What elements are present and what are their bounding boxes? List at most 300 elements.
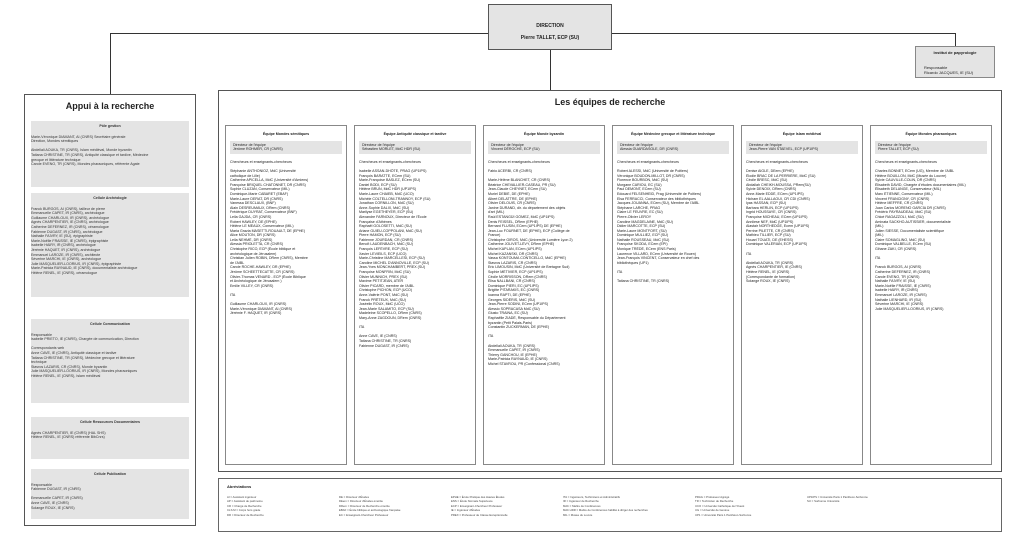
member-line: Hicham EL AALLAOUI, CR CDI (CNRS) [746,196,810,201]
member-line: Nathalie FAIVRY, IE (SU) [875,279,916,284]
direction-box [488,4,612,50]
direction-title: DIRECTION [536,23,564,29]
member-line: Abdellali AOUKA, TR (CNRS) [488,343,536,348]
member-line: archéologique de Jérusalem) [230,251,277,256]
member-line: Michel STAVROU, PR (Confessional (CNRS) [488,361,560,366]
member-line: Hélène BRUN, MdC HDR (UP1IPS) [359,187,417,192]
team-members [230,160,342,316]
member-line: ITA [617,270,623,275]
member-line: Robert HAWLEY, DE (EPHE) [230,219,277,224]
member-line: Christophe RICO, ECP (École biblique et [230,247,296,252]
member-line: Brigitte PITARAKIS, EC (CNRS) [488,288,540,293]
member-line: de l'AIBL [230,260,245,265]
member-line: Jean-Yves MONCHAMBERT, PREX (SU) [359,265,426,270]
member-line: Frédéric PAYRAUDEAU, MdC (SU) [875,210,932,215]
member-line: Ioanna RAPTI, DE (EPHE) [488,293,531,297]
legend-entry: CR = Chargé de Recherche [227,503,262,508]
member-line: Jérôme SCHEETTECATTE, CR (CNRS) [230,270,295,275]
member-line: Marc ÉTIENNE, Conservateur (MIL) [875,191,933,196]
cell-lines [31,333,189,379]
member-line: Emmanuelle CAPET, IR (CNRS) [31,496,83,501]
member-line: Florence BOURBON, MdC (SU) [617,178,669,183]
legend-title: Abréviations [227,484,252,489]
member-line: Julie MASQUELIER-LOORIUS, IR (CNRS), Mondes pharaoniques [31,369,138,374]
member-line: Tatiana CHRISTINE, TR (CNRS) [617,279,670,284]
member-line: Emmanuel LAROZE, IR (CNRS), architecte [31,252,101,257]
member-line: Catherine JOLIVET-LÉVY, DRem (EPHE) [488,242,555,247]
member-line: Tatiana CHRISTINE, TR (CNRS), Médecine grecque et littérature [31,355,135,360]
legend-entry: UP1IPS = Université Paris 1 Panthéon-Sorbonne [807,495,868,499]
director-line: Directeur de l'équipe [362,142,395,147]
member-line: (MIL) [875,224,884,229]
member-line: Alastair NORTHEDGE, Ecem (UP1IPS) [746,224,810,229]
legend-entry: DE = Directeur d'Études [339,495,369,499]
member-line: d'art (MIL) [488,210,505,215]
team-mondes-pharaoniques [870,125,992,465]
member-line: Juan Carlos MORENO GARCÍA DR (CNRS) [875,205,946,210]
legend-entry: DR = Directeur de Recherche [227,512,264,517]
legend-entry: PREX = Professeur de Classe Exceptionnelle [451,512,508,517]
director-line: Directeur de l'équipe [620,142,653,147]
papyrologie-box [915,46,995,78]
member-line: Sylvie DENOIX, DRem (CNRS) [746,187,797,192]
legend-entry: MIL = Musée du Louvre [563,512,593,517]
member-line: Isabelle PRIETO, IE (CNRS), Chargée de communication, Direction [31,337,139,342]
director-line: Directeur de l'équipe [491,142,524,147]
team-title: Équipe Mondes pharaoniques [905,132,957,136]
team-members [875,160,987,312]
member-line: Christophe PICHON, ECP (UCO) [359,288,413,293]
member-line: Christian Julien ROBIN, DRem (CNRS), Membre [230,256,308,261]
legend-entry: IE = Ingénieur d'Études [451,508,481,513]
member-line: Vassa KONTOUMA CONTICELLO, MdC (EPHE) [488,256,566,261]
member-line: Dominique PIERI, EC (UP1IPS) [488,283,539,288]
cell-title: Cellule Communication [90,322,130,326]
director-line: Alessia GUARDASOLE, DR (CNRS) [620,147,679,152]
member-line: Marie-Laure CHAIEB, MdC (UCO) [359,191,414,196]
member-line: Franck BURGOS, AI (CNRS) [875,265,922,270]
member-line: Giusto TRAINA, EC (SU) [488,311,528,316]
member-line: Française d'Athènes [359,219,392,224]
team-director [488,141,600,154]
member-line: Bernard FLUSIN, ECem (UP1IPS) DE (EPHE) [488,224,562,229]
member-line: Nathalie ROUSSEAU, MdC (SU) [617,237,670,242]
member-line: Marie-Laure MONTFORT, (SU) [617,228,667,233]
member-line: Vincent FRANCIGNY, CR (CNRS) [875,196,930,201]
legend-entry: EBAF = École biblique et archéologique française [339,508,401,513]
member-line: Charles BONNET, ECem (UG), Membre de l'AIBL [875,168,955,173]
team-director [875,141,987,154]
member-line: Hélène RENEL, IE (CNRS) [746,270,790,275]
connector-direction-left [110,33,488,34]
member-line: Elsa FERRACCI, Conservateur des bibliothèques [617,196,696,201]
legend-entry: UP1 = Université Paris 1 Panthéon-Sorbonne [695,512,752,517]
member-line: Ariane GUIEU-COPPOLANI, MdC (SU) [359,228,422,233]
member-line: Edouard FELSENHEID, Prag (Université de Poitiers) [617,191,702,196]
member-line: Michel KAZANSKI, DR (CNRS) [488,251,538,256]
member-line: Leila GAJDA, CR (CNRS) [230,214,272,219]
member-line: Olivier MUNNICH, PREX (SU) [359,274,408,279]
member-line: Jérémie HAQUET, IR (CNRS), archéologue [31,247,101,252]
cell-publication [31,469,189,519]
member-line: Véronique BOUDON-MILLOT, DR (CNRS) [617,173,685,178]
member-line: Anne CAVE, IE (CNRS), Antiquité classique et tardive [31,350,117,355]
member-line: François BARATTE, ECem (SU) [359,173,411,178]
member-line: Jérémie F. HAQUET, IR (CNRS) [230,311,282,316]
member-line: Correspondants web [31,346,65,351]
member-line: Alice MOUTON, DR (CNRS) [230,233,276,238]
member-line: Chloé RAGAZZOLI, MdC (SU) [875,214,924,219]
team-director [617,141,729,154]
legend-entry: ITA = Ingénieurs, Techniciens et Administratifs [563,495,620,499]
cell-ressources-documentaires [31,417,189,459]
member-line: Sylvie CAUVILLE-COLIN, DR (CNRS) [875,178,936,183]
member-line: Anne CAVE, IE (CNRS) [359,334,397,339]
member-line: Béatrice CHEVALLIER-CASEAU, PR (SU) [488,182,556,187]
team-members [746,160,858,284]
member-line: Élodie BRAC DE LA PERRIÈRE, MdC (SU) [746,173,816,178]
team-director [230,141,342,154]
member-line: Chercheurs et enseignants-chercheurs [746,159,808,164]
equipes-title: Les équipes de recherche [554,97,666,107]
legend-column [227,495,264,517]
legend-column [807,495,868,504]
member-line: ITA [875,256,881,261]
member-line: Barbara HERLIN, ECP (UP1IPS) [746,205,799,210]
member-line: Mary-Anne ZAGDOUN, DRem (CNRS) [359,315,422,320]
legend-entry: ECP = Enseignant-Chercheur Professeur [451,503,503,508]
member-line: Michèle COLTELLONI-TRANNOY, ECP (SU) [359,196,431,201]
member-line: Dominique MULLIEZ, ECP (SU) [617,233,669,238]
papyrologie-line: Ricardo JACQUES, IE (SU) [924,70,974,75]
member-line: Emmanuel LAROZE, IR (CNRS) [875,293,927,297]
director-line: Directeur de l'équipe [749,142,782,147]
member-line: Hélène RENEL, IE (CNRS), Islam médiéval [31,373,101,378]
member-line: Stéphane LARCHE, PRAG [617,205,661,210]
connector-direction-right [612,33,955,34]
member-line: ITA [359,325,365,330]
member-line: François LEFÈVRE, ECP (SU) [359,247,408,252]
papyrologie-title: Institut de papyrologie [933,50,977,55]
member-line: Isabelle HAIRY, IR (CNRS) [875,288,919,293]
member-line: Frédérique DUYRAT, Conservateur (BNF) [230,210,297,215]
legend-entry: UCO = Université Catholique de l'Ouest [695,503,745,508]
cell-lines [31,135,189,167]
team-title: Équipe Médecine grecque et littérature technique [630,132,716,136]
member-line: Agnès CHARPENTIER, IE (CNRS) [746,265,802,270]
team-medecine-grecque [612,125,734,465]
member-line: Annliese NEF, MdC (UP1IPS) [746,219,794,224]
member-line: Catherine DEFERNEZ, IR (CNRS), céramologue [31,224,109,229]
member-line: bibliothèques (UP1) [617,260,649,265]
legend-entry: AI = Assistant ingénieur [227,495,257,499]
director-line: Jean-Pierre VAN STAEVEL, ECP (UP1IPS) [749,147,819,152]
member-line: Xavier LEVIEILS, ECP (UCO) [359,251,407,256]
member-line: Janine DURAND, dir. du département des objets [488,205,566,210]
member-line: Anne-Marie EDDÉ, ECem (UP1IPS) [746,191,804,196]
member-line: Marie-Noëlle FRAISSE, IE (CNRS), épigraphiste [31,238,109,243]
member-line: Emmanuelle CAPET, IR (CNRS), archéologue [31,211,105,216]
member-line: Isabelle HAIRY, IR (CNRS), archéologue [31,243,96,248]
member-line: Laurence VILLARD, ECem (Université de Rouen) [617,251,696,256]
team-title: Équipe Mondes sémitiques [262,132,310,136]
member-line: Chercheurs et enseignants-chercheurs [488,159,550,164]
team-mondes-semitiques [225,125,347,465]
member-line: Élisabeth DAVID, Chargée d'études documentaires (MIL) [875,182,966,187]
member-line: Claire LE FEUVRE, EC (SU) [617,210,663,215]
member-line: Stavros LAZARIS, CR (CNRS) [488,260,537,265]
member-line: Mathieu TILLIER, ECP (SU) [746,233,791,238]
member-line: Marie-Patricia RAYNAUD, IE (CNRS), documentaliste archéologue [31,266,138,271]
member-line: Jean-François VINCENT, Conservateur en chef des [617,256,700,261]
member-line: Fabio ACERBI, CR (CNRS) [488,168,532,173]
cell-title: Pôle gestion [99,124,121,128]
member-line: Isabelle ASSAN-DHÔTE, PRAG (UP1IPS) [359,168,427,173]
equipes-recherche-panel [218,90,1002,472]
member-line: Alessia PRIOLETTA, CR (CNRS) [230,242,284,247]
member-line: Albert DELATTRE, DE (EPHE) [488,196,538,201]
member-line: Cécile MORRISSON, DRem (CNRS) [488,274,547,279]
member-line: Morgane CARIOU, EC (SU) [617,182,662,187]
papyrologie-line: Responsable [924,65,948,70]
member-line: Christophe GIROS, MdC (Université Lumière Lyon 2) [488,237,573,242]
member-line: Guillaume CHARLOUX, IR (CNRS) [230,302,287,307]
team-members [488,160,600,367]
direction-name: Pierre TALLET, ECP (SU) [520,35,580,41]
team-members [617,160,729,284]
member-line: Anne-Valérie PONT, MdC (SU) [359,293,409,297]
member-line: Georges SIDÉRIS, MdC (SU) [488,297,536,302]
legend-entry: UG = Université de Genève [695,508,730,513]
team-director [359,141,471,154]
team-title: Équipe Antiquité classique et tardive [383,132,447,136]
member-line: Franck BURGOS, AI (CNRS), tailleur de pierre [31,206,106,211]
member-line: Robert ALESSI, MdC (Université de Poitiers) [617,168,689,173]
director-line: Sébastien MORLET, MdC HDR (SU) [362,147,421,152]
member-line: Marilyse EGETHEYER, ECP (SU) [359,210,414,215]
member-line: Françoise MONFRIN, MdC (SU) [359,270,411,275]
legend-entry: SU = Sorbonne Université [807,499,840,504]
legend-column [563,495,648,517]
member-line: Solange ROUX, IE (CNRS) [31,505,75,510]
member-line: Michel KAPLAN, ECem (UP1IPS) [488,247,542,252]
member-line: ITA [746,251,752,256]
member-line: Paul DEMONT, ECem (SU) [617,187,661,192]
member-line: Olivier-Thomas VENARD - ECP (École Biblique [230,274,306,279]
member-line: Marie-Noëlle FRAISSE, IE (CNRS) [875,283,931,288]
member-line: Daniel BODI, ECP (SU) [359,182,397,187]
member-line: ITA [230,293,236,297]
member-line: Chercheurs et enseignants-chercheurs [875,159,937,164]
legend-column [339,495,401,517]
member-line: Abdellali AOUKA, TR (CNRS) [746,260,794,265]
member-line: Jonathan CORNILLON, MdC (SU) [359,201,414,206]
member-line: Ingrid HOUSSAYE, CR (CNRS) [746,210,797,215]
member-line: Pierre-Olivier LEROY [617,214,652,219]
legend-entry: ENS = École Normale Supérieure [451,499,493,504]
member-line: Direction, Mondes sémitiques [31,139,79,144]
member-line: Jean-Pierre SODINI, ECem (UP1IPS) [488,302,549,307]
member-line: Responsable [31,482,52,487]
member-line: Nathalie LIENHARD, IR (SU) [875,297,922,302]
director-line: Jérôme ROHMER, CR (CNRS) [233,147,283,152]
member-line: Benoît LAUDENBACH, MdC (SU) [359,242,413,247]
member-line: Alain DESREUMAUX, DRem (CNRS) [230,205,291,210]
member-line: Nathalie FAIVRY, IE (SU), épigraphiste [31,234,93,239]
member-line: Jean-Claude CHEYNET, ECem (SU) [488,187,547,192]
member-line: Constantin ZUCKERMAN, DE (EPHE) [488,325,550,330]
member-line: Gihane ZAKI, CR (CNRS) [875,247,917,252]
member-line: catholique de Lille) [230,173,260,178]
member-line: Jean-Marie SALAMITO, ECP (SU) [359,306,414,311]
member-line: Emilie VILLEY, CR (CNRS) [230,283,274,288]
legend-entry: DEem = Directeur d'Études émérite [339,499,383,504]
member-line: Denise AIGLE, DEem (EPHE) [746,168,794,173]
director-line: Directeur de l'équipe [233,142,266,147]
team-antiquite-classique [354,125,476,465]
director-line: Directeur de l'équipe [878,142,911,147]
team-monde-byzantin [483,125,605,465]
member-line: Chercheurs et enseignants-chercheurs [617,159,679,164]
member-line: Solange ROUX, IE (CNRS) [746,279,790,284]
member-line: Élisa NALLBANI, CR (CNRS) [488,279,535,284]
member-line: Leila NEHMÉ, DR (CNRS) [230,237,273,242]
connector-papyrologie-vertical [955,33,956,46]
appui-recherche-panel [24,94,196,526]
member-line: Agnès CHARPENTIER, IE (CNRS) (HAL SHS) [31,430,106,435]
member-line: Abdallah CHEIKH-MOUSSA, PRem(SU) [746,182,811,187]
member-line: grecque et littérature technique [31,157,81,162]
director-line: Pierre TALLET, ECP (SU) [878,147,919,152]
member-line: Marie-Françoise BASLEZ, ECem (SU) [359,178,421,183]
member-line: Monique TRÉDÉ, ECem (ENS Paris) [617,247,676,252]
member-line: Stéphanie ANTHONIOZ, MdC (Université [230,168,296,173]
member-line: Claire SOMAGLINO, MdC (SU) [875,237,926,242]
member-line: Responsable [31,332,52,337]
member-line: (Correspondante de formation) [746,274,796,279]
cell-lines [31,483,189,511]
cell-archeologie [31,193,189,297]
member-line: Fabienne DUGAST, IR (CNRS) [359,343,409,348]
member-line: Anne-Sophie DALIX, MdC (SU) [359,205,410,210]
member-line: Marie-Laure DERAT, DR (CNRS) [230,196,283,201]
member-line: Alexandre FARNOUX, Directeur de l'École [359,214,427,219]
member-line: Tatiana CHRISTINE, TR (CNRS), Antiquité classique et tardive, Médecine [31,152,149,157]
member-line: Didier MARCOTTE, ECP (SU) [617,224,666,229]
legend-entry: TR = Technicien de Recherche [695,499,734,504]
member-line: Catherine DEFERNEZ, IR (CNRS) [875,270,931,275]
director-line: Vincent DÉROCHE, ECP (SU) [491,147,540,152]
member-line: Hélène BOUILLON, MdC (Musée du Louvre) [875,173,947,178]
legend-entry: DRem = Directeur de Recherche émérite [339,503,390,508]
team-title: Équipe Islam médiéval [782,132,822,136]
member-line: Olivier PICARD, membre de l'AIBL [359,283,415,288]
member-line: Abdellali AOUKA, TR (CNRS), Islam médiéval, Monde byzantin [31,148,132,153]
team-title: Équipe Monde byzantin [523,132,565,136]
member-line: Chercheurs et enseignants-chercheurs [230,159,292,164]
member-line: Françoise BRIQUEL CHATONNET, DR (CNRS) [230,182,306,187]
member-line: Alessio SOPRACASA MdC (SU) [488,306,540,311]
member-line: Madeleine SCOPELLO, DRem (CNRS) [359,311,422,316]
member-line: Sophie MÉTIVIER, ECP (UP1IPS) [488,270,543,275]
member-line: Raphaëlle ZIADÉ, Responsable du Département [488,315,566,320]
legend-entry: AP = Assistant de patrimoine [227,499,263,504]
member-line: technique [31,360,47,365]
member-line: Franck PRÊTEUX, MdC (SU) [359,297,406,302]
member-line: France) [488,233,501,238]
member-line: Houari TOUATI, DE (EHESS) [746,237,793,242]
member-line: Caroline MAGDELAINE, MdC (SU) [617,219,673,224]
member-line: Carole ÉVENO, TR (CNRS) [875,274,920,279]
team-director [746,141,858,154]
member-line: Thierry GANCHOU, IE (EPHE) [488,352,538,357]
member-line: Julie MASQUELIER-LOORIUS, IR (CNRS) [875,306,944,311]
member-line: Marie-Christine MARCELLESI, ECP (SU) [359,256,425,261]
member-line: Marie-Véronique DIAMANT, AI (CNRS) Secrétaire générale [31,134,126,139]
member-line: byzantin (Petit Palais-Paris) [488,320,533,325]
member-line: Emmanuelle CAPET, IR (CNRS) [488,348,540,353]
member-line: (MIL) [875,233,884,238]
member-line: Marie-Hélène BLANCHET, CR (CNRS) [488,178,551,183]
cell-title: Cellule Archéologie [93,196,127,200]
member-line: Marie-Patricia RAYNAUD, IE (CNRS) [488,357,548,362]
member-line: Tatiana CHRISTINE, TR (CNRS) [359,338,412,343]
member-line: Guillaume CHARLOUX, IR (CNRS), archéologue [31,215,110,220]
connector-appui-vertical [110,33,111,94]
connector-direction-equipes [550,50,551,90]
member-line: Françoise MICHEAU, ECem (UP1IPS) [746,214,808,219]
member-line: Cécile BRESC, MdC (SU) [746,178,788,183]
member-line: Aminata SACKHO-AUTISSIER, documentaliste [875,219,951,224]
member-line: Caroline MICHEL D'ANNOVILLE, ECP (SU) [359,260,429,265]
member-line: et Archéologique de Jérusalem ) [230,279,282,284]
cell-lines [31,431,189,440]
member-line: Stavros LAZARIS, CR (CNRS), Monde byzantin [31,364,108,369]
member-line: Séverine MARCHI, IE (CNRS), archéologue [31,257,102,262]
member-line: Séverine MARCHI, IE (CNRS) [875,302,924,307]
member-line: Maxime PETITJEAN, ATER [359,279,404,284]
legend-entry: PRAG = Professeur Agrégé [695,495,730,499]
member-line: Françoise SKODA, ECem (EPI) [617,242,668,247]
member-line: Iyas HASSAN, ECP (SU) [746,201,787,206]
member-line: Anne CAVE, IE (CNRS) [31,500,69,505]
member-line: Jean-Luc FOURNET, DE (EPHE), ECP (Collège de [488,228,570,233]
member-line: Agnès CHARPENTIER, IE (CNRS), archéologue [31,220,109,225]
appui-title: Appui à la recherche [65,101,155,111]
cell-lines [31,207,189,276]
legend-entry: IR = Ingénieur de Recherche [563,499,599,504]
cell-pole-gestion [31,121,189,187]
member-line: Raphaël GOLOSETTI, MdC (SU) [359,224,412,229]
member-line: Chercheurs et enseignants-chercheurs [359,159,421,164]
member-line: Sophie CLUZAN, Conservateur (MIL) [230,187,290,192]
cell-title: Cellule Publication [93,472,127,476]
cell-title: Cellule Ressources Documentaires [79,420,141,424]
abbreviations-legend [218,478,1002,532]
member-line: Eric LIMOUSIN, MdC (Université de Bretagne Sud) [488,265,570,270]
member-line: Dominique VALÉRIAN, ECP (UP1IPS) [746,242,808,247]
member-line: Vanessa DESCLAUX, (BNF) [230,201,276,206]
member-line: Joséelin ROUX, MdC (UCO) [359,302,405,307]
member-line: Hélène MEFFRE, CR (CNRS) [875,201,923,206]
team-islam-medieval [741,125,863,465]
member-line: Pierre HAMON, ECP (SU) [359,233,401,238]
member-line: Hélène LE MEAUX, Conservateur (MIL) [230,224,294,229]
member-line: ITA [488,334,494,339]
legend-column [451,495,508,517]
member-line: Dominique VALBELLE, ECem (SU) [875,242,932,247]
member-line: Olivier DELOUIS, CR (CNRS) [488,201,536,206]
